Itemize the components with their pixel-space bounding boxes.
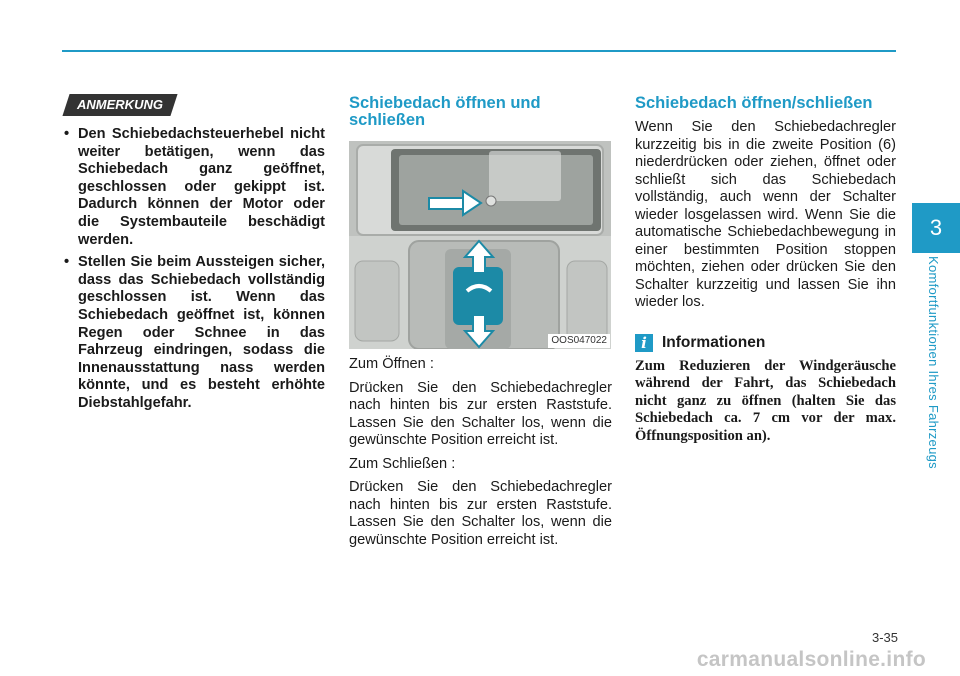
section-heading-open-close: Schiebedach öffnen und schließen <box>349 94 541 129</box>
chapter-tab: 3 <box>912 203 960 253</box>
auto-text <box>635 119 896 451</box>
note-list <box>62 126 325 413</box>
chapter-title: Komfortfunktionen Ihres Fahrzeugs <box>926 256 941 469</box>
note-badge <box>62 94 177 116</box>
info-body: Zum Reduzieren der Windgeräusche während der Fahrt, das Schiebedach nicht ganz zu öffnen (halten Sie das Schiebedach ca. 7 cm vor der max. Öffnungsposition an). <box>635 357 896 444</box>
sunroof-switch-photo <box>349 141 611 349</box>
section-heading-auto: Schiebedach öffnen/schließen <box>635 94 873 112</box>
paragraph: Wenn Sie den Schiebedachregler kurzzeitig bis in die zweite Position (6) niederdrücken oder ziehen, öffnet oder schließt sich das Schiebedach vollständig, auch wenn der Schalter wieder losgelassen wird. Wenn Sie die automatische Schiebedachbewegung in einer bestimmten Position stoppen möchten, ziehen oder drücken Sie den Schalter kurzzeitig und lassen Sie ihn wieder los. <box>635 119 896 310</box>
info-title: Informationen <box>662 333 766 351</box>
watermark: carmanualsonline.info <box>696 648 926 671</box>
page-number: 3-35 <box>871 630 898 645</box>
note-item: • Stellen Sie beim Aussteigen sicher, dass das Schiebedach vollständig geschlossen ist. Wenn das Schiebedach geöffnet ist, können Regen oder Schnee in das Fahrzeug eindringen, sodass die Innenausstattung nass werden könnte, und es besteht erhöhte Diebstahlgefahr. <box>62 254 325 412</box>
top-rule <box>62 50 896 52</box>
paragraph: Zum Öffnen : <box>349 356 434 372</box>
paragraph: Zum Schließen : <box>349 455 456 472</box>
note-item: • Den Schiebedachsteuerhebel nicht weiter betätigen, wenn das Schiebedach ganz geöffnet, geschlossen oder gekippt ist. Dadurch können der Motor oder die Systembauteile beschädigt werden. <box>62 126 325 249</box>
note-column <box>62 126 325 418</box>
note-badge-label: ANMERKUNG <box>77 97 163 112</box>
info-header <box>635 334 896 352</box>
paragraph: Drücken Sie den Schiebedachregler nach hinten bis zur ersten Raststufe. Lassen Sie den Schalter los, wenn die gewünschte Position erreicht ist. <box>349 379 612 448</box>
open-close-text <box>349 356 612 555</box>
image-code: OOS047022 <box>548 334 610 348</box>
info-icon: i <box>635 334 653 352</box>
paragraph: Drücken Sie den Schiebedachregler nach hinten bis zur ersten Raststufe. Lassen Sie den Schalter los, wenn die gewünschte Position erreicht ist. <box>349 479 612 548</box>
